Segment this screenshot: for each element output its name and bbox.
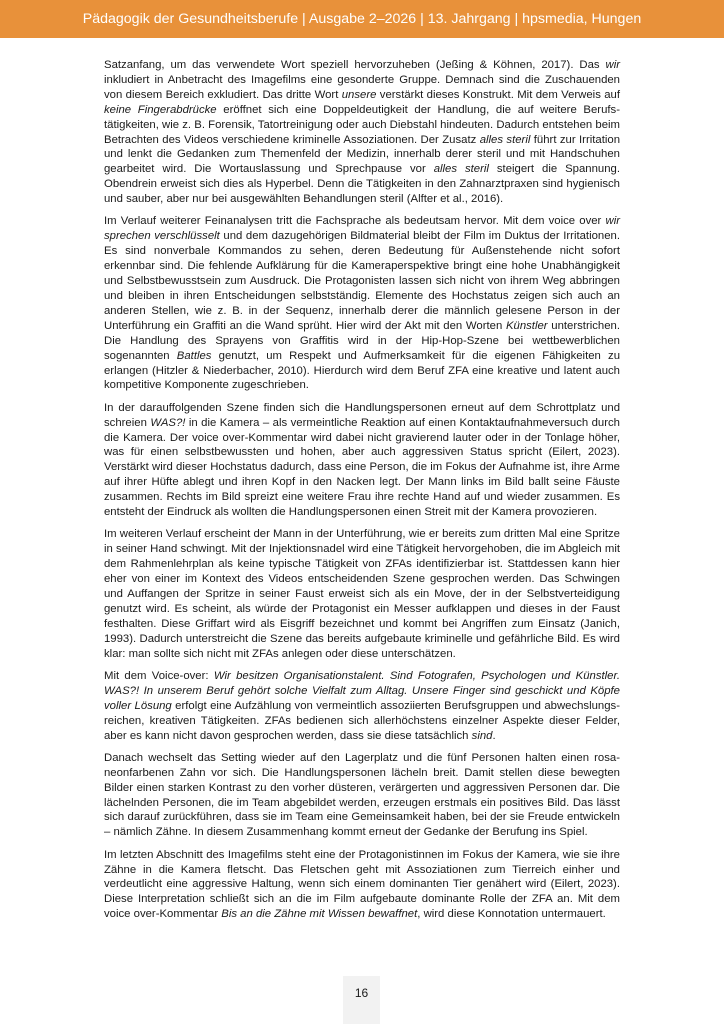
text-run: eröffnet sich eine Doppeldeutigkeit der Handlung, die auf weitere Berufstätigkeiten, wie z. B. Forensik, Tatortreinigung oder auch Diebstahl hindeuten. Dadurch entstehen beim Betrachten des Videos verschiedene kriminelle Assoziationen. Der Zusatz (104, 103, 620, 146)
text-run: führt zur Irritation und lenkt die Gedanken zum Themenfeld der Medizin, innerhalb derer steril und mit Handschuhen gearbeitet wird. Die Wortauslassung und Sprechpause vor (104, 133, 621, 176)
text-run: genutzt, um Respekt und Aufmerksamkeit für die eigenen Fähigkeiten zu erlangen (Hitzler & Niederbacher, 2010). Hierdurch wird dem Beruf ZFA eine kreative und latent auch kompetitive Komponente zugeschrieben. (104, 349, 620, 392)
text-run: erfolgt eine Aufzählung von vermeintlich assoziierten Berufsgruppen und abwechslungsreichen, kreativen Tätigkeiten. ZFAs bedienen sich allerhöchstens einzelner Aspekte dieser Felder, aber es kann nicht davon gesprochen werden, dass sie diese tatsächlich (104, 699, 620, 742)
text-run: In der darauffolgenden Szene finden sich die Handlungspersonen erneut auf dem Schrottplatz und schreien (104, 401, 620, 429)
page-number-box (343, 976, 380, 1024)
text-run: . (492, 729, 496, 742)
text-run: und dem dazugehörigen Bildmaterial bleibt der Film im Duktus der Irritationen. Es sind nonverbale Kommandos zu sehen, deren Bedeutung für Außenstehende nicht sofort erkennbar sind. Die fehlende Aufklärung für die Kameraperspektive bringt eine hohe Unabhängigkeit und Selbstbewusstsein zum Ausdruck. Die Protagonisten lassen sich nicht von ihrem Weg abbringen und bleiben in ihren Entscheidungen selbstständig. Elemente des Hochstatus zeigen sich auch an anderen Stellen, wie z. B. in der Sequenz, innerhalb derer die männlich gelesene Person in der Unterführung ein Graffiti an die Wand sprüht. Hier wird der Akt mit den Worten (104, 230, 620, 332)
quoted-phrase: unsere (341, 88, 377, 101)
text-run: Satzanfang, um das verwendete Wort speziell hervorzuheben (Jeßing & Köhnen, 2017). Das (104, 59, 606, 71)
quoted-phrase: alles steril (479, 133, 531, 146)
quoted-phrase: wir sprechen verschlüsselt (104, 215, 620, 243)
paragraph (104, 214, 620, 393)
journal-header-text: Pädagogik der Gesundheitsberufe | Ausgabe 2–2026 | 13. Jahrgang | hpsmedia, Hungen (82, 11, 642, 27)
paragraph (104, 527, 620, 661)
paragraph (104, 58, 620, 207)
quoted-phrase: sind (471, 729, 493, 742)
page-number: 16 (354, 986, 369, 1000)
text-run: Mit dem Voice-over: (104, 669, 214, 682)
quoted-phrase: Battles (176, 349, 212, 362)
article-body (104, 58, 620, 930)
text-run: , wird diese Konnotation untermauert. (417, 908, 606, 921)
text-run: verstärkt dieses Konstrukt. Mit dem Verweis auf (376, 88, 620, 101)
quoted-phrase: alles steril (433, 163, 489, 176)
paragraph (104, 848, 620, 923)
quoted-phrase: wir (605, 59, 620, 71)
paragraph (104, 751, 620, 840)
quoted-phrase: WAS?! (150, 416, 186, 429)
quoted-phrase: Bis an die Zähne mit Wissen bewaffnet (221, 908, 418, 921)
text-run: in die Kamera – als vermeintliche Reaktion auf einen Kontaktaufnahmeversuch durch die Kamera. Der voice over-Kommentar wird dabei nicht gravierend lauter oder in der Tonlage höher, was für einen selbstbewussten und hohen, aber auch aggressiven Status spricht (Eilert, 2023). Verstärkt wird dieser Hochstatus dadurch, dass eine Person, die im Fokus der Aufnahme ist, ihre Arme auf ihrer Hüfte ablegt und ihren Kopf in den Nacken legt. Der Mann links im Bild ballt seine Fäuste zusammen. Rechts im Bild spreizt eine weitere Frau ihre rechte Hand auf und wieder zusammen. Es entsteht der Eindruck als wollten die Handlungspersonen einen Streit mit der Kamera provozieren. (104, 416, 620, 519)
paragraph (104, 401, 620, 520)
text-run: Danach wechselt das Setting wieder auf den Lagerplatz und die fünf Personen halten einen rosa-neonfarbenen Zahn vor sich. Die Handlungspersonen lächeln breit. Damit stellen diese bewegten Bilder einen starken Kontrast zu den vorher düsteren, verärgerten und aggressiven Personen dar. Die lächelnden Personen, die im Team abgebildet werden, erzeugen erstmals ein positives Bild. Das lässt sich darauf zurückführen, dass sie im Team eine Gemeinsamkeit haben, bei der sie Freude entwickeln – nämlich Zähne. In diesem Zusammenhang kommt erneut der Gedanke der Berufung ins Spiel. (104, 751, 620, 839)
quoted-phrase: Wir besitzen Organisationstalent. Sind Fotografen, Psychologen und Künstler. WAS?! In unserem Beruf gehört solche Vielfalt zum Alltag. Unsere Finger sind geschickt und Köpfe voller Lösung (104, 669, 620, 712)
paragraph (104, 669, 620, 744)
quoted-phrase: keine Fingerabdrücke (104, 103, 217, 116)
journal-header (0, 0, 724, 38)
text-run: Im Verlauf weiterer Feinanalysen tritt die Fachsprache als bedeutsam hervor. Mit dem voice over (104, 215, 606, 228)
text-run: inkludiert in Anbetracht des Imagefilms eine gesonderte Gruppe. Demnach sind die Zuschauenden von diesem Bereich exkludiert. Das dritte Wort (104, 73, 620, 101)
text-run: Im letzten Abschnitt des Imagefilms steht eine der Protagonistinnen im Fokus der Kamera, wie sie ihre Zähne in die Kamera fletscht. Das Fletschen geht mit Assoziationen zum Tierreich einher und verdeutlicht eine aggressive Haltung, wenn sich einem dominanten Tier genähert wird (Eilert, 2023). Diese Interpretation schließt sich an die im Film aufgebaute dominante Rolle der ZFA an. Mit dem voice over-Kommentar (104, 848, 620, 921)
text-run: unterstrichen. Die Handlung des Sprayens von Graffitis wird in der Hip-Hop-Szene bei wettbewerblichen sogenannten (104, 319, 620, 362)
text-run: Im weiteren Verlauf erscheint der Mann in der Unterführung, wie er bereits zum dritten Mal eine Spritze in seiner Hand schwingt. Mit der Injektionsnadel wird eine Tätigkeit hervorgehoben, die im Abgleich mit dem Rahmenlehrplan als keine typische Tätigkeit von ZFAs identifizierbar ist. Stattdessen kann hier eher von einer im Kontext des Videos entscheidenden Szene gesprochen werden. Das Schwingen und Auffangen der Spritze in seiner Faust erweist sich als ein Move, der in der Selbstverteidigung genutzt wird. Es scheint, als würde der Protagonist ein Messer aufklappen und dieses in der Faust festhalten. Diese Griffart wird als Eisgriff bezeichnet und kommt bei Angriffen zum Einsatz (Janich, 1993). Dadurch unterstreicht die Szene das bereits aufgebaute kriminelle und gefährliche Bild. Es wird klar: man sollte sich nicht mit ZFAs anlegen oder diese unterschätzen. (104, 528, 620, 660)
text-run: steigert die Spannung. Obendrein erweist sich dies als Hyperbel. Denn die Tätigkeiten in den Zahnarztpraxen sind hygienisch und sauber, aber nur bei ausgewählten Behandlungen steril (Alfter et al., 2016). (104, 163, 620, 206)
quoted-phrase: Künstler (505, 319, 548, 332)
